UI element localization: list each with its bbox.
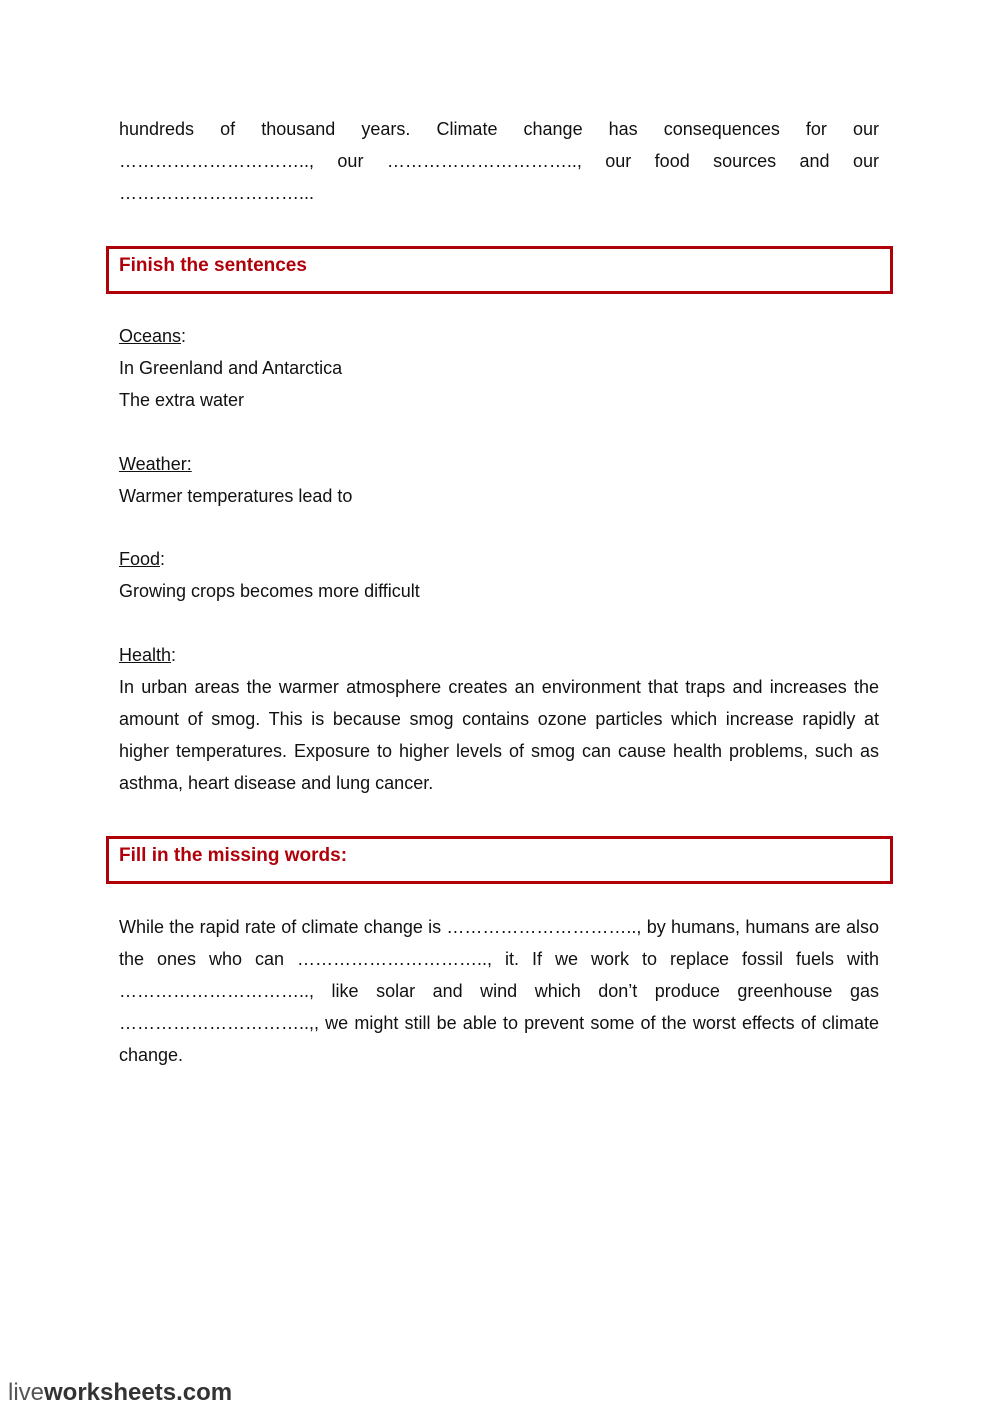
fill-blank-4[interactable]: …………………………..,, bbox=[119, 1013, 320, 1033]
food-heading bbox=[119, 547, 165, 571]
health-heading bbox=[119, 643, 176, 667]
oceans-sentence-2: The extra water bbox=[119, 390, 245, 410]
health-heading-label: Health bbox=[119, 645, 172, 665]
fill-missing-words-section-box bbox=[106, 836, 893, 884]
weather-sentence-1: Warmer temperatures lead to bbox=[119, 486, 353, 506]
intro-text-2: our bbox=[314, 151, 387, 171]
food-sentence-1: Growing crops becomes more difficult bbox=[119, 581, 420, 601]
finish-sentences-section-box bbox=[106, 246, 893, 294]
oceans-sentence-1: In Greenland and Antarctica bbox=[119, 358, 343, 378]
oceans-heading-colon: : bbox=[181, 326, 187, 346]
oceans-heading bbox=[119, 324, 186, 348]
health-heading-colon: : bbox=[171, 645, 177, 665]
logo-live-text: live bbox=[8, 1379, 45, 1406]
finish-sentences-title: Finish the sentences bbox=[119, 255, 307, 276]
food-heading-colon: : bbox=[160, 549, 166, 569]
intro-blank-1[interactable]: ………………………….., bbox=[119, 151, 315, 171]
weather-heading-label: Weather: bbox=[119, 454, 192, 474]
intro-blank-2[interactable]: ………………………….., bbox=[386, 151, 582, 171]
food-heading-label: Food bbox=[119, 549, 161, 569]
fill-blank-3[interactable]: ………………………….., bbox=[119, 981, 315, 1001]
intro-blank-3[interactable]: …………………………... bbox=[119, 183, 315, 203]
fill-paragraph bbox=[119, 911, 879, 1071]
fill-missing-words-title: Fill in the missing words: bbox=[119, 845, 348, 866]
fill-text-4: like solar and wind which don’t produce greenhouse gas bbox=[314, 981, 879, 1001]
logo-worksheets-text: worksheets.com bbox=[44, 1379, 233, 1406]
fill-blank-2[interactable]: ………………………….., bbox=[297, 949, 493, 969]
fill-text-5: we might still be able to prevent some of the worst effects of climate change. bbox=[119, 1013, 879, 1065]
fill-blank-1[interactable]: ………………………….., bbox=[446, 917, 642, 937]
fill-text-1: While the rapid rate of climate change is bbox=[119, 917, 447, 937]
health-paragraph: In urban areas the warmer atmosphere creates an environment that traps and increases the amount of smog. This is because smog contains ozone particles which increase rapidly at higher temperatures. Exposure to higher levels of smog can cause health problems, such as asthma, heart disease and lung cancer. bbox=[119, 677, 879, 793]
intro-paragraph bbox=[119, 113, 879, 209]
intro-text-3: our food sources and our bbox=[581, 151, 879, 171]
intro-text-1: hundreds of thousand years. Climate change has consequences for our bbox=[119, 119, 879, 139]
fill-text-3: it. If we work to replace fossil fuels with bbox=[492, 949, 879, 969]
liveworksheets-logo bbox=[8, 1378, 232, 1408]
oceans-heading-label: Oceans bbox=[119, 326, 182, 346]
fill-text-2: by humans, humans are also the ones who can bbox=[119, 917, 879, 969]
weather-heading bbox=[119, 452, 192, 476]
